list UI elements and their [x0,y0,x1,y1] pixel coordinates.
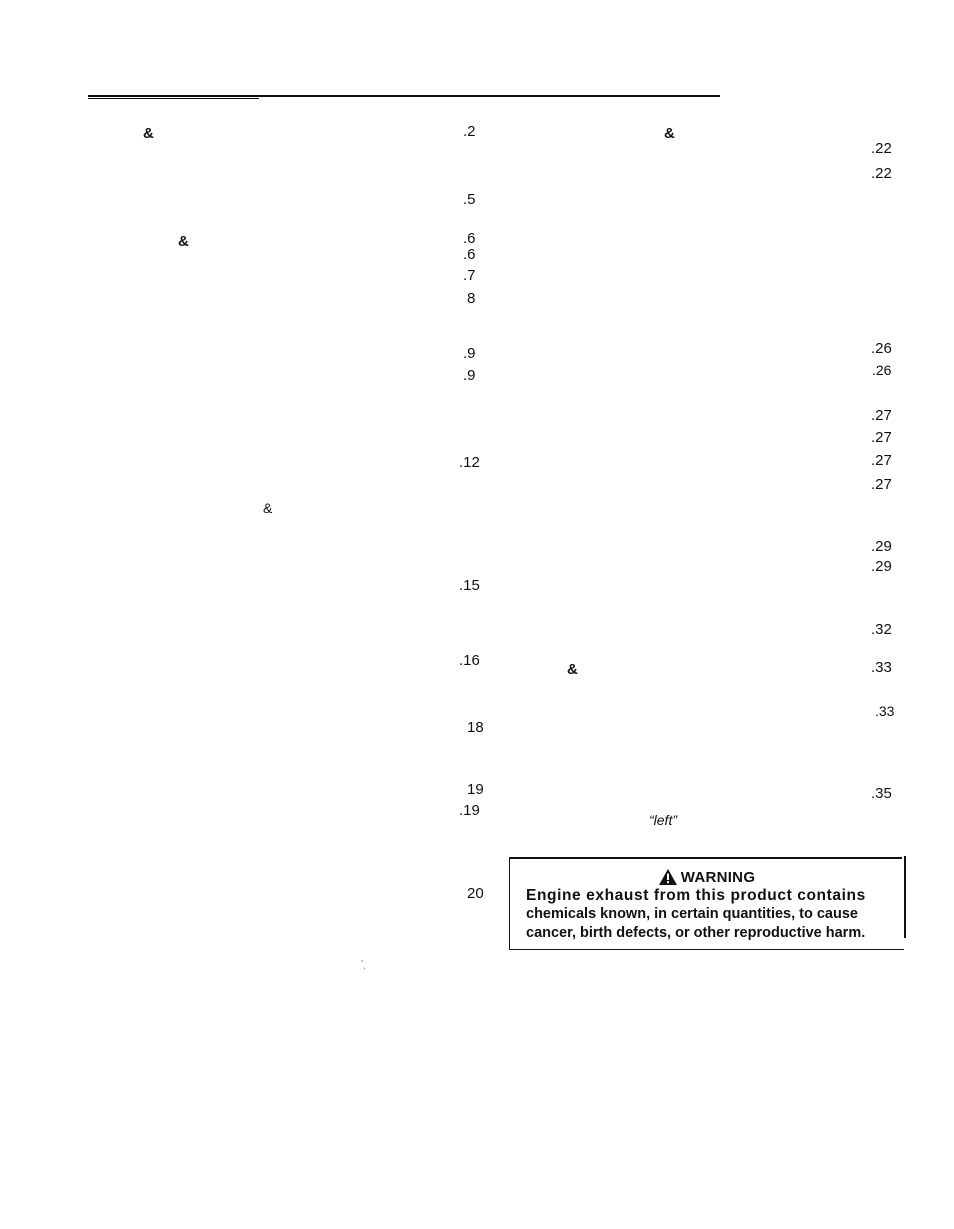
toc-page-number[interactable]: .2 [463,123,476,140]
toc-page-number[interactable]: .5 [463,191,476,208]
toc-page-number[interactable]: .27 [871,476,892,493]
warning-title: WARNING [680,869,756,886]
toc-ampersand: & [567,661,578,678]
warning-triangle-icon [659,869,677,889]
toc-ampersand: & [143,125,154,142]
toc-page-number[interactable]: .12 [459,454,480,471]
toc-page-number[interactable]: .33 [875,703,895,719]
toc-left-quote: “left” [649,812,677,828]
toc-page-number[interactable]: .9 [463,367,476,384]
warning-box-right-rule [904,856,906,938]
toc-page-number[interactable]: .27 [871,452,892,469]
toc-page-number[interactable]: .7 [463,267,476,284]
toc-page-number[interactable]: .22 [871,165,892,182]
toc-ampersand: & [664,125,675,142]
header-rule-thick [88,95,720,97]
warning-line-2: chemicals known, in certain quantities, to cause [526,906,858,922]
warning-title-row [510,869,904,889]
toc-page-number[interactable]: 8 [467,290,476,307]
toc-page-number[interactable]: .19 [459,802,480,819]
toc-page-number[interactable]: .26 [872,362,892,378]
toc-page-number[interactable]: 19 [467,781,484,798]
toc-page-number[interactable]: .16 [459,652,480,669]
warning-line-3: cancer, birth defects, or other reproductive harm. [526,925,866,941]
toc-ampersand: & [263,500,273,516]
toc-page-number[interactable]: .9 [463,345,476,362]
toc-page-number[interactable]: .6 [463,230,476,247]
warning-box-top-rule [510,857,902,859]
toc-ampersand: & [178,233,189,250]
toc-page-number[interactable]: .26 [871,340,892,357]
toc-page-number[interactable]: .32 [871,621,892,638]
toc-page-number[interactable]: 20 [467,885,484,902]
toc-page-number[interactable]: .15 [459,577,480,594]
stray-mark: ʼˎ [361,959,366,969]
toc-page-number[interactable]: 18 [467,719,484,736]
toc-page-number[interactable]: .22 [871,140,892,157]
toc-page-number[interactable]: .27 [871,429,892,446]
toc-page-number[interactable]: .29 [871,538,892,555]
toc-page-number[interactable]: .6 [463,246,476,263]
header-rule-underline [88,98,259,99]
warning-line-1: Engine exhaust from this product contains [526,887,866,904]
warning-box [509,857,904,950]
toc-page-number[interactable]: .27 [871,407,892,424]
toc-page-number[interactable]: .33 [871,659,892,676]
toc-page-number[interactable]: .35 [871,785,892,802]
toc-page-number[interactable]: .29 [871,558,892,575]
